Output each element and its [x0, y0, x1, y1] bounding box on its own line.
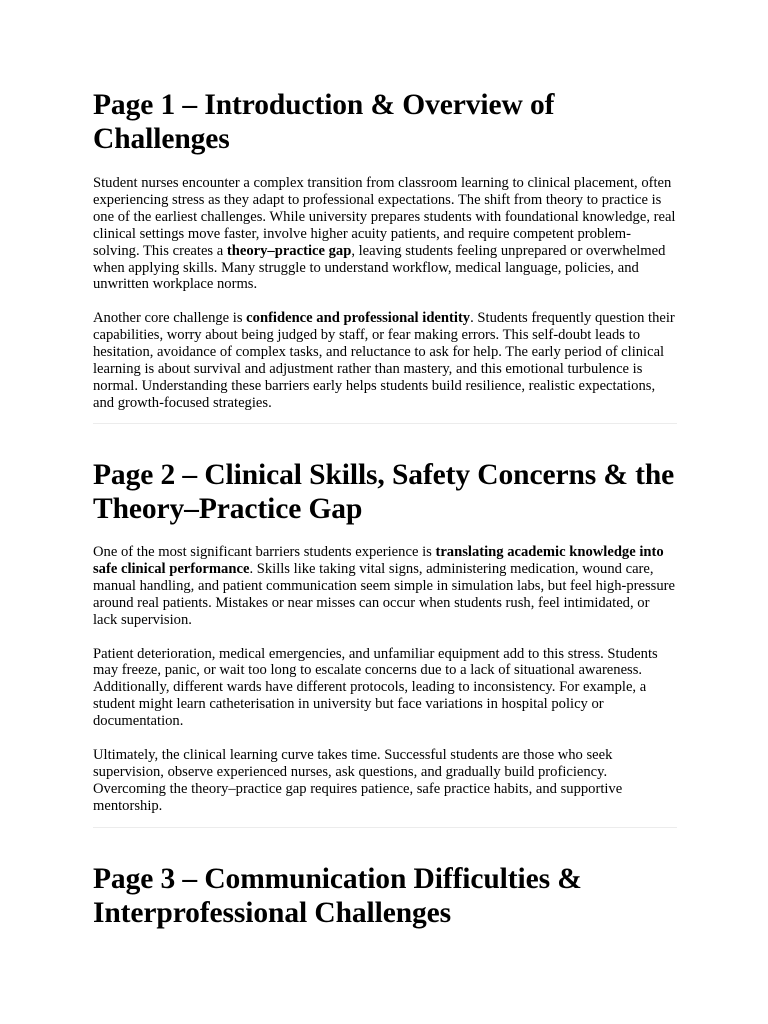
- paragraph: [93, 544, 677, 629]
- paragraph-text: Patient deterioration, medical emergencies, and unfamiliar equipment add to this stress. Students may freeze, panic, or wait too long to escalate concerns due to a lack of situational awareness. Additionally, different wards have different protocols, leading to inconsistency. For example, a student might learn catheterisation in university but face variations in hospital policy or documentation.: [93, 645, 658, 730]
- section-page-2: [93, 458, 677, 815]
- paragraph-text: Ultimately, the clinical learning curve takes time. Successful students are those who seek supervision, observe experienced nurses, ask questions, and gradually build proficiency. Overcoming the theory–practice gap requires patience, safe practice habits, and supportive mentorship.: [93, 747, 623, 814]
- paragraph-text: One of the most significant barriers students experience is: [93, 544, 436, 560]
- paragraph-text: . Skills like taking vital signs, administering medication, wound care, manual handling, and patient communication seem simple in simulation labs, but feel high-pressure around real patients. Mistakes or near misses can occur when students rush, feel intimidated, or lack supervision.: [93, 560, 675, 628]
- section-heading: Page 2 – Clinical Skills, Safety Concerns & the Theory–Practice Gap: [93, 459, 675, 525]
- section-divider: [93, 827, 677, 828]
- section-divider: [93, 423, 677, 424]
- paragraph-text: Student nurses encounter a complex transition from classroom learning to clinical placement, often experiencing stress as they adapt to professional expectations. The shift from theory to practice is one of the earliest challenges. While university prepares students with foundational knowledge, real clinical settings move faster, involve higher acuity patients, and require competent problem-solving. This creates a: [93, 175, 676, 259]
- section-page-1: [93, 88, 677, 412]
- section-heading: Page 3 – Communication Difficulties & Interprofessional Challenges: [93, 863, 582, 929]
- paragraph: [93, 747, 677, 815]
- paragraph-emphasis: confidence and professional identity: [246, 310, 471, 327]
- section-heading: Page 1 – Introduction & Overview of Challenges: [93, 89, 555, 155]
- paragraph: [93, 646, 677, 731]
- section-page-3: [93, 862, 677, 930]
- paragraph-text: . Students frequently question their capabilities, worry about being judged by staff, or fear making errors. This self-doubt leads to hesitation, avoidance of complex tasks, and reluctance to ask for help. The early period of clinical learning is about survival and adjustment rather than mastery, and this emotional turbulence is normal. Understanding these barriers early helps students build resilience, realistic expectations, and growth-focused strategies.: [93, 310, 675, 411]
- paragraph-text: , leaving students feeling unprepared or overwhelmed when applying skills. Many struggle to understand workflow, medical language, policies, and unwritten workplace norms.: [93, 242, 666, 293]
- paragraph: [93, 175, 677, 293]
- paragraph-emphasis: theory–practice gap: [226, 242, 352, 259]
- paragraph-text: Another core challenge is: [93, 310, 247, 327]
- paragraph: [93, 310, 677, 411]
- paragraph-emphasis: translating academic knowledge into safe clinical performance: [93, 544, 664, 577]
